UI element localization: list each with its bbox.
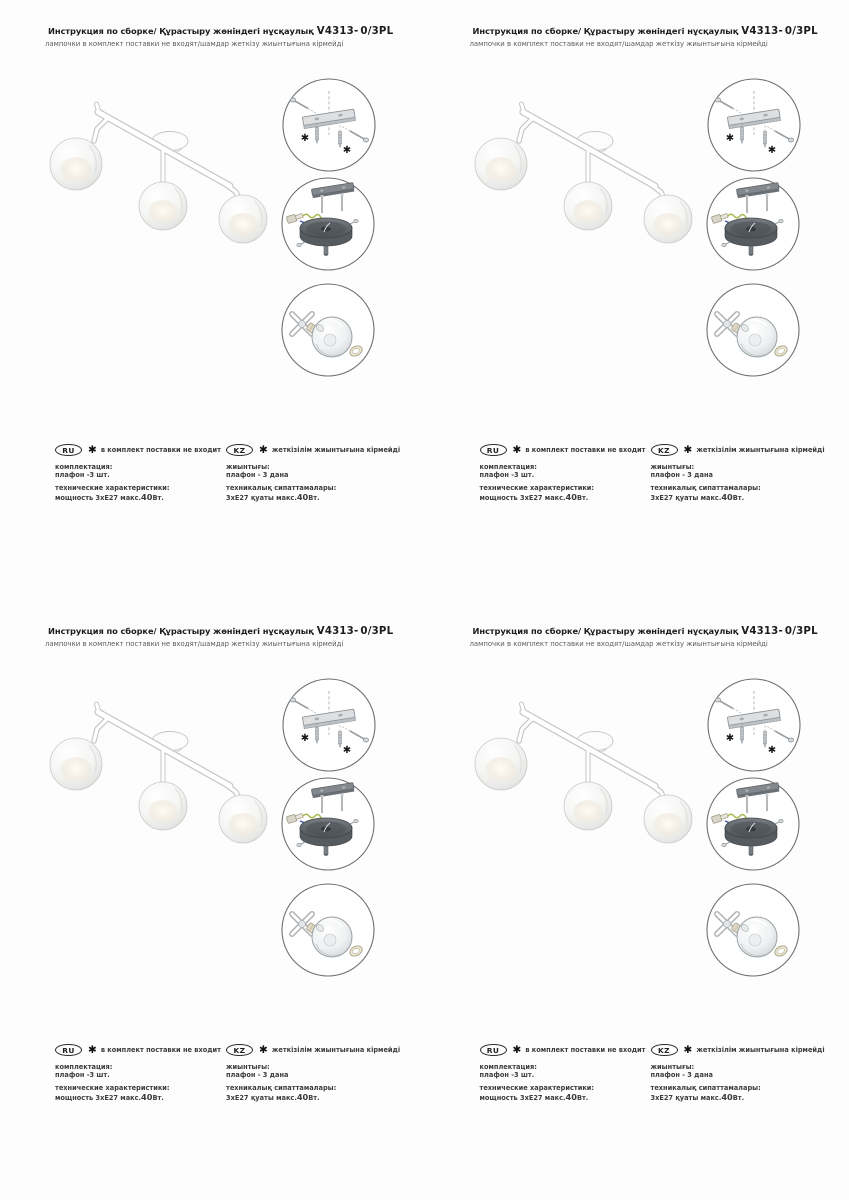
not-included-asterisk: ✱ (300, 133, 310, 144)
glass-shade-icon (737, 317, 777, 357)
not-included-asterisk: ✱ (767, 745, 776, 756)
glass-globe-middle (564, 182, 612, 230)
ru-info-column (55, 443, 223, 502)
ru-spec-suffix: Вт. (152, 1093, 164, 1102)
ru-spec-power: 40 (565, 491, 577, 502)
lamp-drawing (45, 85, 280, 250)
glass-globe-left (50, 738, 102, 790)
kz-spec-prefix: 3хЕ27 қуаты макс. (226, 1093, 297, 1102)
ru-kit-group (55, 464, 223, 479)
ru-kit-value: плафон -3 шт. (55, 470, 110, 479)
ru-spec-power: 40 (141, 1091, 153, 1102)
model-prefix: V4313- (316, 26, 359, 37)
asterisk-icon: ✱ (88, 443, 97, 456)
callout-canopy-wiring (705, 776, 801, 872)
ru-badge-row (55, 1043, 223, 1057)
glass-globe-right (219, 795, 267, 843)
ru-kit-label: комплектация: (479, 1063, 537, 1071)
glass-globe-left (475, 138, 527, 190)
kz-spec-suffix: Вт. (732, 493, 745, 502)
kz-kit-value: плафон - 3 дана (650, 1070, 713, 1079)
kz-kit-label: жиынтығы: (226, 1063, 270, 1071)
kz-spec-label: техникалық сипаттамалары: (226, 484, 337, 493)
ru-kit-value: плафон -3 шт. (479, 1070, 535, 1079)
title-text: Инструкция по сборке/ Құрастыру жөніндегі нұсқаулық (472, 26, 739, 36)
callout-shade-attachment (705, 882, 801, 978)
kz-spec-power: 40 (296, 1091, 309, 1102)
kz-spec-suffix: Вт. (308, 1093, 320, 1102)
ru-spec-suffix: Вт. (152, 493, 164, 502)
glass-globe-right (219, 195, 267, 243)
ru-not-included-note: в комплект поставки не входит (100, 446, 222, 454)
kz-spec-label: техникалық сипаттамалары: (650, 484, 761, 493)
glass-shade-icon (312, 917, 352, 957)
kz-badge: KZ (651, 1044, 678, 1057)
ru-kit-group (55, 1064, 223, 1079)
glass-globe-right (644, 795, 692, 843)
asterisk-icon: ✱ (683, 443, 693, 456)
card-title (48, 26, 393, 37)
ru-kit-label: комплектация: (55, 463, 113, 471)
ru-kit-label: комплектация: (479, 463, 537, 471)
model-suffix: 0/3PL (784, 26, 818, 37)
not-included-asterisk: ✱ (725, 133, 734, 144)
lamp-drawing (470, 85, 705, 250)
kz-badge-row (651, 1043, 836, 1057)
card-title (473, 26, 818, 37)
kz-kit-group (651, 1064, 836, 1079)
ru-spec-prefix: мощность 3хЕ27 макс. (55, 1093, 142, 1102)
instruction-card (425, 0, 849, 600)
ru-spec-label: технические характеристики: (55, 484, 170, 493)
asterisk-icon: ✱ (259, 1043, 268, 1056)
kz-badge: KZ (226, 1044, 253, 1057)
asterisk-icon: ✱ (512, 443, 522, 456)
ru-kit-label: комплектация: (55, 1063, 113, 1071)
model-number (317, 626, 394, 637)
card-subtitle: лампочки в комплект поставки не входят/шамдар жеткізу жиынтығына кірмейді (45, 640, 344, 648)
ru-info-column (480, 1043, 648, 1102)
model-number (741, 626, 818, 637)
kz-badge-row (226, 1043, 411, 1057)
kz-kit-label: жиынтығы: (226, 463, 270, 471)
kz-not-included-note: жеткізілім жиынтығына кірмейді (271, 446, 401, 454)
asterisk-icon: ✱ (88, 1043, 97, 1056)
glass-shade-icon (737, 917, 777, 957)
asterisk-icon: ✱ (259, 443, 268, 456)
kz-badge: KZ (651, 444, 678, 457)
kz-spec-suffix: Вт. (732, 1093, 745, 1102)
model-prefix: V4313- (741, 626, 783, 637)
glass-globe-middle (139, 782, 187, 830)
model-prefix: V4313- (741, 26, 783, 37)
kz-spec-value (226, 493, 411, 503)
ru-spec-label: технические характеристики: (55, 1084, 170, 1093)
kz-spec-group (651, 1085, 836, 1102)
ru-badge-row (480, 443, 648, 457)
ru-spec-suffix: Вт. (576, 1093, 589, 1102)
kz-badge-row (226, 443, 411, 457)
ru-spec-value (480, 493, 648, 503)
kz-kit-value: плафон - 3 дана (226, 1070, 289, 1079)
kz-kit-value: плафон - 3 дана (650, 470, 713, 479)
kz-info-column (651, 443, 836, 502)
callout-mounting-bracket (281, 77, 377, 173)
not-included-asterisk: ✱ (342, 745, 352, 756)
instruction-card (0, 600, 425, 1200)
ru-spec-value (55, 493, 223, 503)
title-text: Инструкция по сборке/ Құрастыру жөніндегі нұсқаулық (472, 626, 739, 636)
model-prefix: V4313- (316, 626, 359, 637)
ru-kit-value: плафон -3 шт. (479, 470, 535, 479)
kz-badge-row (651, 443, 836, 457)
kz-info-column (651, 1043, 836, 1102)
ru-spec-prefix: мощность 3хЕ27 макс. (479, 1093, 566, 1102)
callout-mounting-bracket (706, 677, 802, 773)
ru-badge: RU (480, 444, 507, 457)
kz-kit-group (226, 464, 411, 479)
kz-kit-value: плафон - 3 дана (226, 470, 289, 479)
ru-spec-suffix: Вт. (576, 493, 589, 502)
ru-kit-group (480, 464, 648, 479)
title-text: Инструкция по сборке/ Құрастыру жөніндегі нұсқаулық (48, 626, 314, 636)
kz-not-included-note: жеткізілім жиынтығына кірмейді (696, 446, 825, 454)
kz-spec-label: техникалық сипаттамалары: (650, 1084, 761, 1093)
ru-kit-group (480, 1064, 648, 1079)
instruction-card (425, 600, 849, 1200)
ru-info-column (480, 443, 648, 502)
glass-shade-icon (312, 317, 352, 357)
ru-spec-value (55, 1093, 223, 1103)
ru-info-column (55, 1043, 223, 1102)
model-number (741, 26, 818, 37)
ru-spec-value (480, 1093, 648, 1103)
kz-info-column (226, 1043, 411, 1102)
ru-spec-prefix: мощность 3хЕ27 макс. (479, 493, 566, 502)
kz-spec-group (226, 1085, 411, 1102)
ru-badge-row (480, 1043, 648, 1057)
kz-kit-group (226, 1064, 411, 1079)
model-suffix: 0/3PL (784, 626, 818, 637)
kz-badge: KZ (226, 444, 253, 457)
kz-spec-power: 40 (721, 1091, 733, 1102)
model-suffix: 0/3PL (360, 626, 394, 637)
lamp-drawing (470, 685, 705, 850)
title-text: Инструкция по сборке/ Құрастыру жөніндегі нұсқаулық (48, 26, 314, 36)
kz-spec-value (226, 1093, 411, 1103)
ru-spec-label: технические характеристики: (479, 1084, 595, 1093)
callout-shade-attachment (280, 282, 376, 378)
lamp-drawing (45, 685, 280, 850)
kz-spec-group (226, 485, 411, 502)
not-included-asterisk: ✱ (725, 733, 734, 744)
kz-kit-group (651, 464, 836, 479)
kz-not-included-note: жеткізілім жиынтығына кірмейді (271, 1046, 401, 1054)
kz-not-included-note: жеткізілім жиынтығына кірмейді (696, 1046, 825, 1054)
glass-globe-left (475, 738, 527, 790)
ru-spec-group (480, 1085, 648, 1102)
asterisk-icon: ✱ (683, 1043, 693, 1056)
callout-canopy-wiring (705, 176, 801, 272)
kz-spec-prefix: 3хЕ27 қуаты макс. (650, 493, 722, 502)
glass-globe-left (50, 138, 102, 190)
kz-spec-prefix: 3хЕ27 қуаты макс. (650, 1093, 722, 1102)
kz-spec-suffix: Вт. (308, 493, 320, 502)
ru-not-included-note: в комплект поставки не входит (100, 1046, 222, 1054)
instruction-card (0, 0, 425, 600)
asterisk-icon: ✱ (512, 1043, 522, 1056)
callout-shade-attachment (280, 882, 376, 978)
kz-spec-power: 40 (296, 491, 309, 502)
model-number (317, 26, 394, 37)
ru-spec-power: 40 (141, 491, 153, 502)
ru-spec-power: 40 (565, 1091, 577, 1102)
kz-spec-label: техникалық сипаттамалары: (226, 1084, 337, 1093)
kz-spec-power: 40 (721, 491, 733, 502)
ru-spec-group (480, 485, 648, 502)
ru-kit-value: плафон -3 шт. (55, 1070, 110, 1079)
ru-badge-row (55, 443, 223, 457)
card-title (473, 626, 818, 637)
callout-canopy-wiring (280, 776, 376, 872)
kz-kit-label: жиынтығы: (650, 1063, 695, 1071)
not-included-asterisk: ✱ (342, 145, 352, 156)
not-included-asterisk: ✱ (767, 145, 776, 156)
model-suffix: 0/3PL (360, 26, 394, 37)
callout-mounting-bracket (281, 677, 377, 773)
not-included-asterisk: ✱ (300, 733, 310, 744)
glass-globe-middle (564, 782, 612, 830)
card-subtitle: лампочки в комплект поставки не входят/шамдар жеткізу жиынтығына кірмейді (469, 640, 768, 648)
ru-badge: RU (55, 444, 82, 457)
kz-spec-group (651, 485, 836, 502)
card-subtitle: лампочки в комплект поставки не входят/шамдар жеткізу жиынтығына кірмейді (469, 40, 768, 48)
ru-spec-group (55, 1085, 223, 1102)
kz-spec-prefix: 3хЕ27 қуаты макс. (226, 493, 297, 502)
ru-not-included-note: в комплект поставки не входит (525, 446, 646, 454)
kz-spec-value (651, 493, 836, 503)
callout-shade-attachment (705, 282, 801, 378)
ru-not-included-note: в комплект поставки не входит (525, 1046, 646, 1054)
ru-badge: RU (480, 1044, 507, 1057)
kz-kit-label: жиынтығы: (650, 463, 695, 471)
ru-spec-group (55, 485, 223, 502)
callout-canopy-wiring (280, 176, 376, 272)
card-subtitle: лампочки в комплект поставки не входят/шамдар жеткізу жиынтығына кірмейді (45, 40, 344, 48)
kz-info-column (226, 443, 411, 502)
ru-badge: RU (55, 1044, 82, 1057)
glass-globe-right (644, 195, 692, 243)
callout-mounting-bracket (706, 77, 802, 173)
glass-globe-middle (139, 182, 187, 230)
ru-spec-label: технические характеристики: (479, 484, 595, 493)
kz-spec-value (651, 1093, 836, 1103)
ru-spec-prefix: мощность 3хЕ27 макс. (55, 493, 142, 502)
card-title (48, 626, 393, 637)
